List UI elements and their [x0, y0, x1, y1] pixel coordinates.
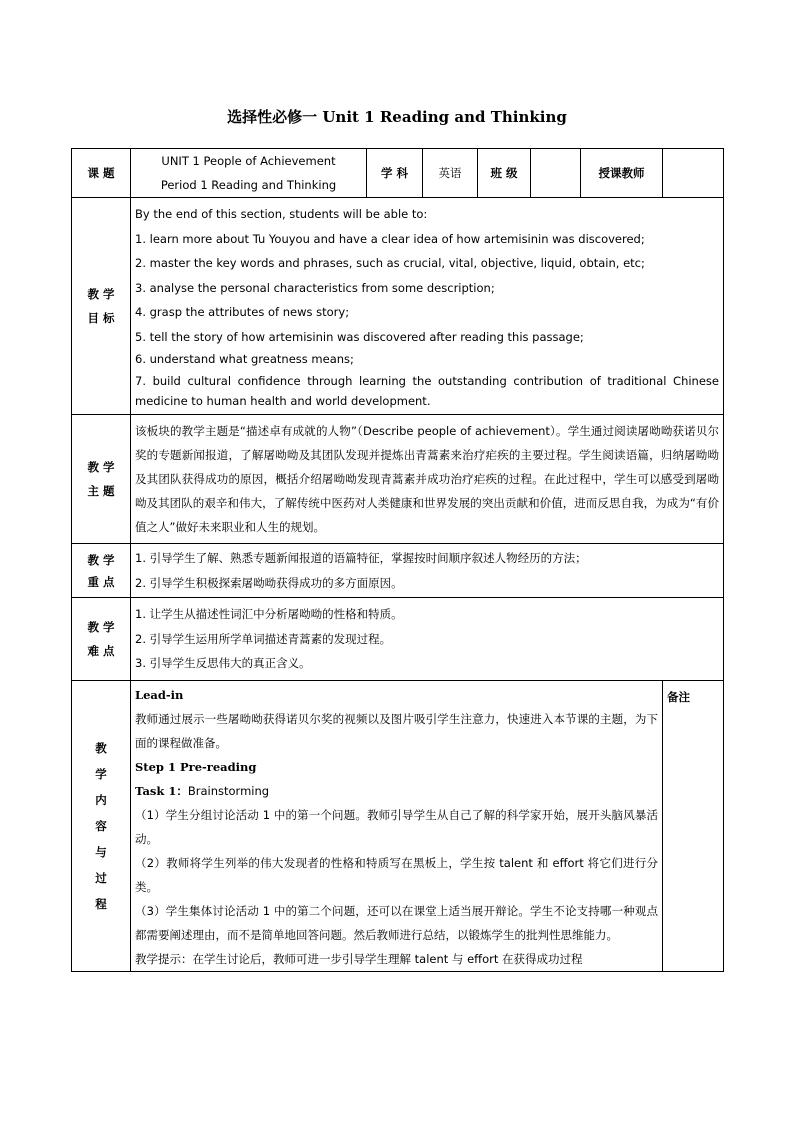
- difficulty-item: 3. 引导学生反思伟大的真正含义。: [135, 656, 311, 670]
- key-point-item: 2. 引导学生积极探索屠呦呦获得成功的多方面原因。: [135, 575, 403, 590]
- objectives-intro: By the end of this section, students will be able to:: [135, 207, 428, 221]
- process-content: [131, 680, 663, 971]
- teacher-label: 授课教师: [581, 149, 663, 198]
- objectives-label: 教 学 目 标: [72, 198, 131, 415]
- teacher-value: [663, 149, 724, 198]
- theme-label: 教 学 主 题: [72, 415, 131, 544]
- objectives-content: [131, 198, 724, 415]
- difficulties-content: [131, 598, 724, 681]
- lead-in-text: 教师通过展示一些屠呦呦获得诺贝尔奖的视频以及图片吸引学生注意力，快速进入本节课的主题，为下面的课程做准备。: [135, 711, 658, 750]
- key-points-row: [72, 544, 724, 598]
- objectives-row: [72, 198, 724, 415]
- lead-in-title: Lead-in: [135, 687, 184, 702]
- objective-item: 1. learn more about Tu Youyou and have a clear idea of how artemisinin was discovered;: [135, 231, 645, 246]
- subject-value: 英语: [423, 149, 478, 198]
- process-paragraph: （1）学生分组讨论活动 1 中的第一个问题。教师引导学生从自己了解的科学家开始，展开头脑风暴活动。: [135, 807, 658, 846]
- theme-row: [72, 415, 724, 544]
- unit-title: UNIT 1 People of Achievement: [161, 154, 336, 168]
- difficulty-item: 2. 引导学生运用所学单词描述青蒿素的发现过程。: [135, 631, 392, 646]
- objective-item: 6. understand what greatness means;: [135, 352, 354, 366]
- task1-heading: Task 1：Brainstorming: [135, 783, 270, 798]
- class-label: 班 级: [478, 149, 531, 198]
- objective-item: 3. analyse the personal characteristics from some description;: [135, 280, 495, 295]
- process-paragraph: 教学提示：在学生讨论后，教师可进一步引导学生理解 talent 与 effort 在获得成功过程: [135, 951, 583, 966]
- process-label: 教 学 内 容 与 过 程: [72, 680, 131, 971]
- lesson-plan-table: [71, 148, 724, 972]
- process-paragraph: （2）教师将学生列举的伟大发现者的性格和特质写在黑板上，学生按 talent 和 effort 将它们进行分类。: [135, 855, 658, 894]
- key-points-content: [131, 544, 724, 598]
- step1-title: Step 1 Pre-reading: [135, 759, 257, 774]
- objective-item: 2. master the key words and phrases, such as crucial, vital, objective, liquid, obtain, etc;: [135, 256, 645, 270]
- course-title-cell: [131, 149, 367, 198]
- key-point-item: 1. 引导学生了解、熟悉专题新闻报道的语篇特征，掌握按时间顺序叙述人物经历的方法；: [135, 551, 587, 565]
- objective-item: 7. build cultural confidence through learning the outstanding contribution of traditional Chinese: [135, 374, 719, 388]
- process-paragraph: （3）学生集体讨论活动 1 中的第二个问题，还可以在课堂上适当展开辩论。学生不论支持哪一种观点都需要阐述理由，而不是简单地回答问题。然后教师进行总结，以锻炼学生的批判性思维能力。: [135, 903, 658, 942]
- period-title: Period 1 Reading and Thinking: [160, 178, 337, 192]
- objective-item: medicine to human health and world development.: [135, 394, 431, 408]
- course-label: 课 题: [72, 149, 131, 198]
- difficulties-row: [72, 598, 724, 681]
- objective-item: 5. tell the story of how artemisinin was discovered after reading this passage;: [135, 329, 584, 344]
- process-row: [72, 680, 724, 971]
- class-value: [531, 149, 581, 198]
- notes-cell: 备注: [663, 680, 724, 971]
- subject-label: 学 科: [367, 149, 423, 198]
- key-points-label: 教 学 重 点: [72, 544, 131, 598]
- theme-content: 该板块的教学主题是“描述卓有成就的人物”（Describe people of achievement）。学生通过阅读屠呦呦获诺贝尔奖的专题新闻报道，了解屠呦呦及其团队发现并提炼出青蒿素来治疗疟疾的主要过程。学生阅读语篇，归纳屠呦呦及其团队获得成功的原因，概括介绍屠呦呦发现青蒿素并成功治疗疟疾的过程。在此过程中，学生可以感受到屠呦呦及其团队的艰辛和伟大，了解传统中医药对人类健康和世界发展的突出贡献和价值，进而反思自我，为成为“有价值之人”做好未来职业和人生的规划。: [131, 415, 724, 544]
- document-title: 选择性必修一 Unit 1 Reading and Thinking: [227, 108, 567, 126]
- objective-item: 4. grasp the attributes of news story;: [135, 305, 350, 319]
- header-row: [72, 149, 724, 198]
- difficulties-label: 教 学 难 点: [72, 598, 131, 681]
- difficulty-item: 1. 让学生从描述性词汇中分析屠呦呦的性格和特质。: [135, 607, 403, 621]
